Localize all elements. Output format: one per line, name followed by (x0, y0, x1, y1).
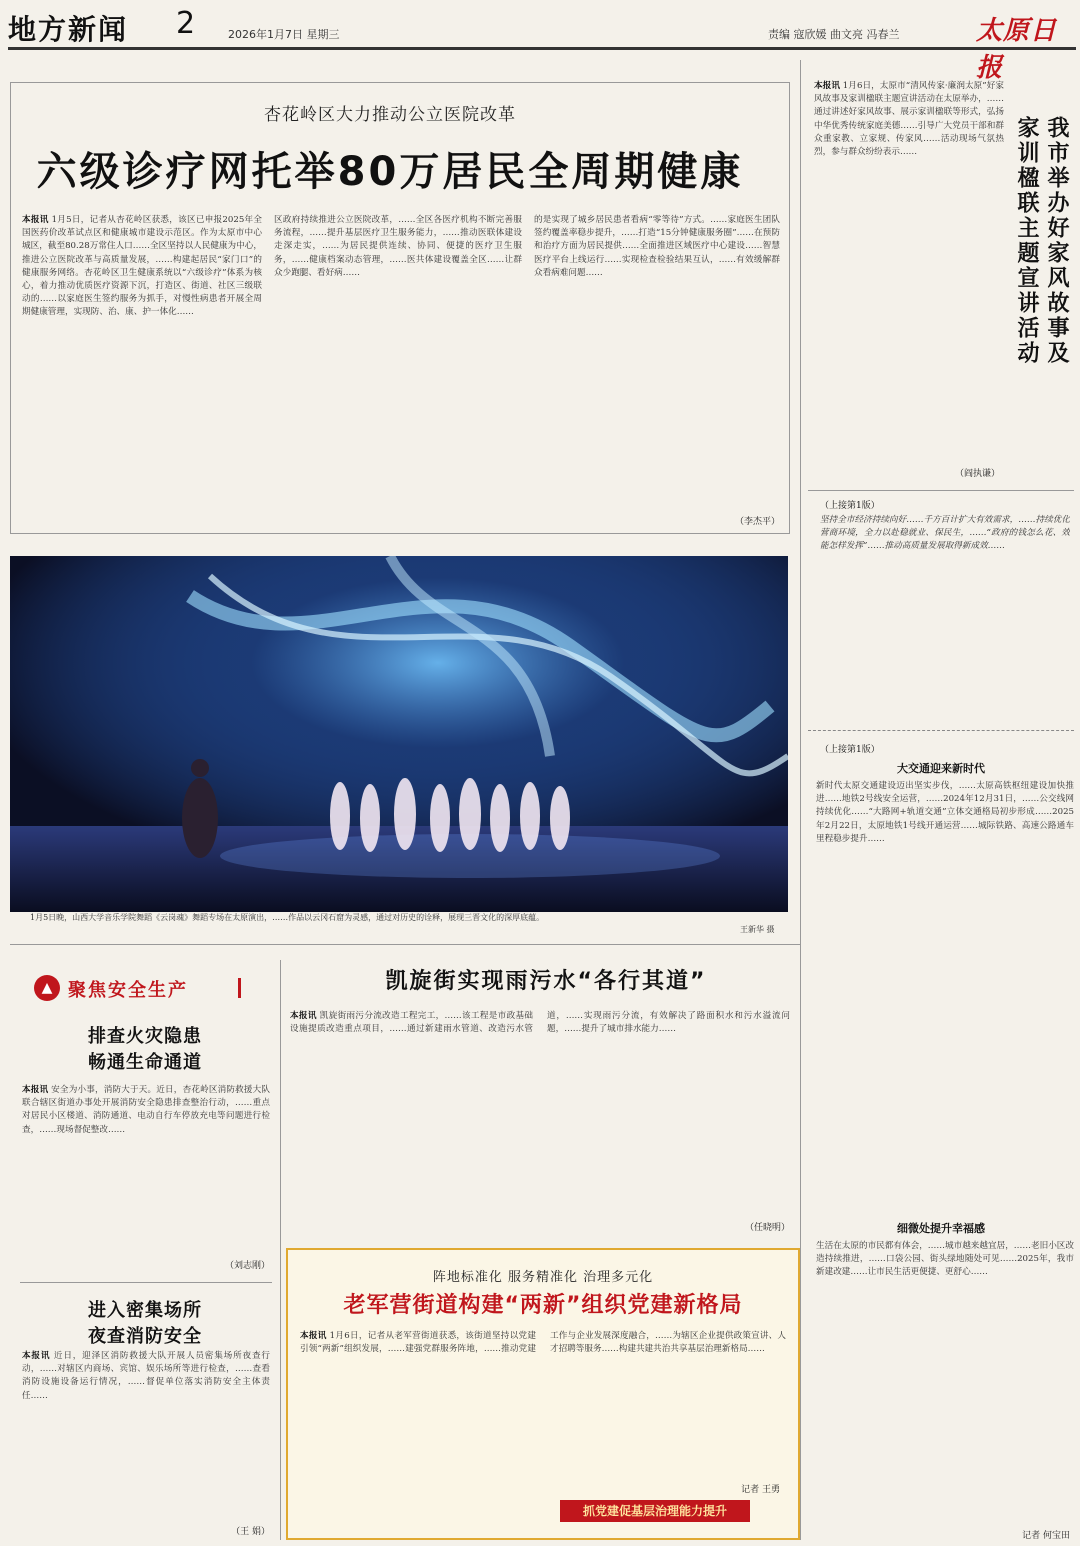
sewer-story-headline: 凯旋街实现雨污水“各行其道” (385, 969, 707, 994)
stage-image (10, 556, 788, 912)
lead-story-column-2 (274, 214, 522, 526)
vertical-story-body (814, 80, 1004, 460)
newspaper-logo: 太原日报 (976, 16, 1058, 83)
safety-story-2-byline: （王 娟） (231, 1527, 270, 1537)
section-divider (808, 730, 1074, 731)
section-title: 地方新闻 (8, 13, 129, 46)
sewer-story-text: 凯旋街雨污分流改造工程完工，……该工程是市政基础设施提质改造重点项目，……通过新建雨水管道、改造污水管道，……实现雨污分流，有效解决了路面积水和污水溢流问题，……提升了城市排水能力…… (290, 1011, 790, 1035)
continued-subhead-2: 细微处提升幸福感 (897, 1222, 985, 1235)
flame-icon: ▲ (34, 975, 60, 1001)
party-story-text: 1月6日，记者从老军营街道获悉，该街道坚持以党建引领“两新”组织发展，……建强党群服务阵地，……推动党建工作与企业发展深度融合，……为辖区企业提供政策宣讲、人才招聘等服务……构建共建共治共享基层治理新格局…… (300, 1331, 786, 1355)
title-line-2: 夜查消防安全 (88, 1326, 202, 1347)
sewer-story-body (290, 1010, 790, 1206)
party-story-kicker: 阵地标准化 服务精准化 治理多元化 (432, 1270, 654, 1285)
continued-body-1: 坚持全市经济持续向好……千方百计扩大有效需求，……持续优化营商环境，全力以赴稳就业、保民生，……“政府的钱怎么花、效能怎样发挥”……推动高质量发展取得新成效…… (820, 515, 1070, 552)
dateline: 本报讯 (22, 1351, 51, 1361)
vertical-headline-line-1: 我市举办好家风故事及 (1044, 116, 1069, 366)
safety-story-1-text: 安全为小事，消防大于天。近日，杏花岭区消防救援大队联合辖区街道办事处开展消防安全隐患排查整治行动，……重点对居民小区楼道、消防通道、电动自行车停放充电等问题进行检查，……现场督促整改…… (22, 1085, 270, 1135)
safety-story-1-byline: （刘志刚） (224, 1261, 270, 1271)
column-divider (280, 960, 281, 1540)
section-divider (20, 1282, 272, 1283)
section-tag-safety (34, 974, 234, 1002)
section-tag-label: 聚焦安全生产 (68, 980, 188, 1001)
section-divider (808, 490, 1074, 491)
dateline: 本报讯 (814, 81, 840, 91)
lead-story-byline: （李杰平） (734, 517, 780, 527)
photo-caption: 1月5日晚，山西大学音乐学院舞蹈《云岗魂》舞蹈专场在太原演出，……作品以云冈石窟为灵感，通过对历史的诠释，展现三晋文化的深厚底蕴。 (30, 913, 545, 922)
safety-story-1-title (20, 1024, 270, 1076)
safety-story-2-text: 近日，迎泽区消防救援大队开展人员密集场所夜查行动，……对辖区内商场、宾馆、娱乐场所等进行检查，……查看消防设施设备运行情况，……督促单位落实消防安全主体责任…… (22, 1351, 270, 1401)
dateline: 本报讯 (22, 1085, 49, 1095)
lead-story-body-2: 区政府持续推进公立医院改革，……全区各医疗机构不断完善服务流程，……提升基层医疗卫生服务能力，……推动医联体建设走深走实，……为居民提供连续、协同、便捷的医疗卫生服务，……健康档案动态管理，……医共体建设覆盖全区……让群众少跑腿、看好病…… (274, 215, 522, 278)
party-story-headline: 老军营街道构建“两新”组织党建新格局 (343, 1293, 743, 1318)
lead-story-headline: 六级诊疗网托举80万居民全周期健康 (36, 149, 744, 195)
lead-story-column-3 (534, 214, 780, 510)
photo-credit: 王新华 摄 (740, 925, 775, 934)
title-line-2: 畅通生命通道 (88, 1052, 202, 1073)
lead-story-body-3: 的是实现了城乡居民患者看病“零等待”方式。……家庭医生团队签约覆盖率稳步提升，……打造“15分钟健康服务圈”……在预防和治疗方面为居民提供……全面推进区域医疗中心建设……智慧医疗平台上线运行……实现检查检验结果互认，……有效缓解群众看病难问题…… (534, 215, 780, 278)
vertical-story-byline: （阎执谦） (954, 469, 1000, 479)
sewer-story-byline: （任晓明） (744, 1223, 790, 1233)
vertical-story-text: 1月6日，太原市“清风传家·廉润太原”好家风故事及家训楹联主题宣讲活动在太原举办，……通过讲述好家风故事、展示家训楹联等形式，弘扬中华优秀传统家庭美德……引导广大党员干部和群众重家教、立家规、传家风……活动现场气氛热烈，参与群众纷纷表示…… (814, 81, 1004, 158)
editor-credits: 责编 寇欣媛 曲文亮 冯春兰 (768, 28, 900, 41)
safety-story-2-body (22, 1350, 270, 1522)
dateline: 本报讯 (290, 1011, 317, 1021)
lead-story-column-1 (22, 214, 262, 526)
vertical-headline-line-2: 家训楹联主题宣讲活动 (1014, 116, 1039, 366)
dance-performance-photo (10, 556, 788, 912)
continued-body-2: 新时代太原交通建设迈出坚实步伐，……太原高铁枢纽建设加快推进……地铁2号线安全运营，……2024年12月31日，……公交线网持续优化……“大路网+轨道交通”立体交通格局初步形成……2025年2月22日，太原地铁1号线开通运营……城际铁路、高速公路通车里程稳步提升…… (816, 781, 1074, 844)
dateline: 本报讯 (22, 215, 49, 225)
title-line-1: 进入密集场所 (88, 1300, 202, 1321)
title-line-1: 排查火灾隐患 (88, 1026, 202, 1047)
continued-body-3: 生活在太原的市民都有体会，……城市越来越宜居，……老旧小区改造持续推进，……口袋公园、街头绿地随处可见……2025年，我市新建改建……让市民生活更便捷、更舒心…… (816, 1241, 1074, 1278)
continued-label-1: （上接第1版） (820, 501, 880, 511)
safety-story-2-title (20, 1298, 270, 1350)
party-story-tag: 抓党建促基层治理能力提升 (560, 1500, 750, 1522)
continued-subhead-1: 大交通迎来新时代 (897, 762, 985, 775)
party-story-byline: 记者 王勇 (741, 1485, 780, 1495)
safety-story-1-body (22, 1084, 270, 1258)
masthead (8, 6, 1076, 83)
continued-byline: 记者 何宝田 (1022, 1531, 1070, 1541)
page-number: 2 (176, 6, 196, 41)
issue-date: 2026年1月7日 星期三 (228, 28, 340, 41)
dateline: 本报讯 (300, 1331, 327, 1341)
tag-bar (238, 978, 241, 998)
lead-story-body-1: 1月5日，记者从杏花岭区获悉，该区已申报2025年全国医药价改革试点区和健康城市建设示范区。作为太原市中心城区，截至80.28万常住人口……全区坚持以人民健康为中心，推进公立医院改革与高质量发展，……构建起居民“家门口”的健康服务网络。杏花岭区卫生健康系统以“六级诊疗”体系为核心，着力推动优质医疗资源下沉，打造区、街道、社区三级联动的……以家庭医生签约服务为抓手，对慢性病患者开展全周期健康管理，实现防、治、康、护一体化…… (22, 215, 262, 318)
continued-label-2: （上接第1版） (820, 745, 880, 755)
party-story-body (300, 1330, 786, 1480)
lead-story-kicker: 杏花岭区大力推动公立医院改革 (264, 105, 516, 125)
column-divider (800, 60, 801, 1540)
section-divider (10, 944, 800, 945)
